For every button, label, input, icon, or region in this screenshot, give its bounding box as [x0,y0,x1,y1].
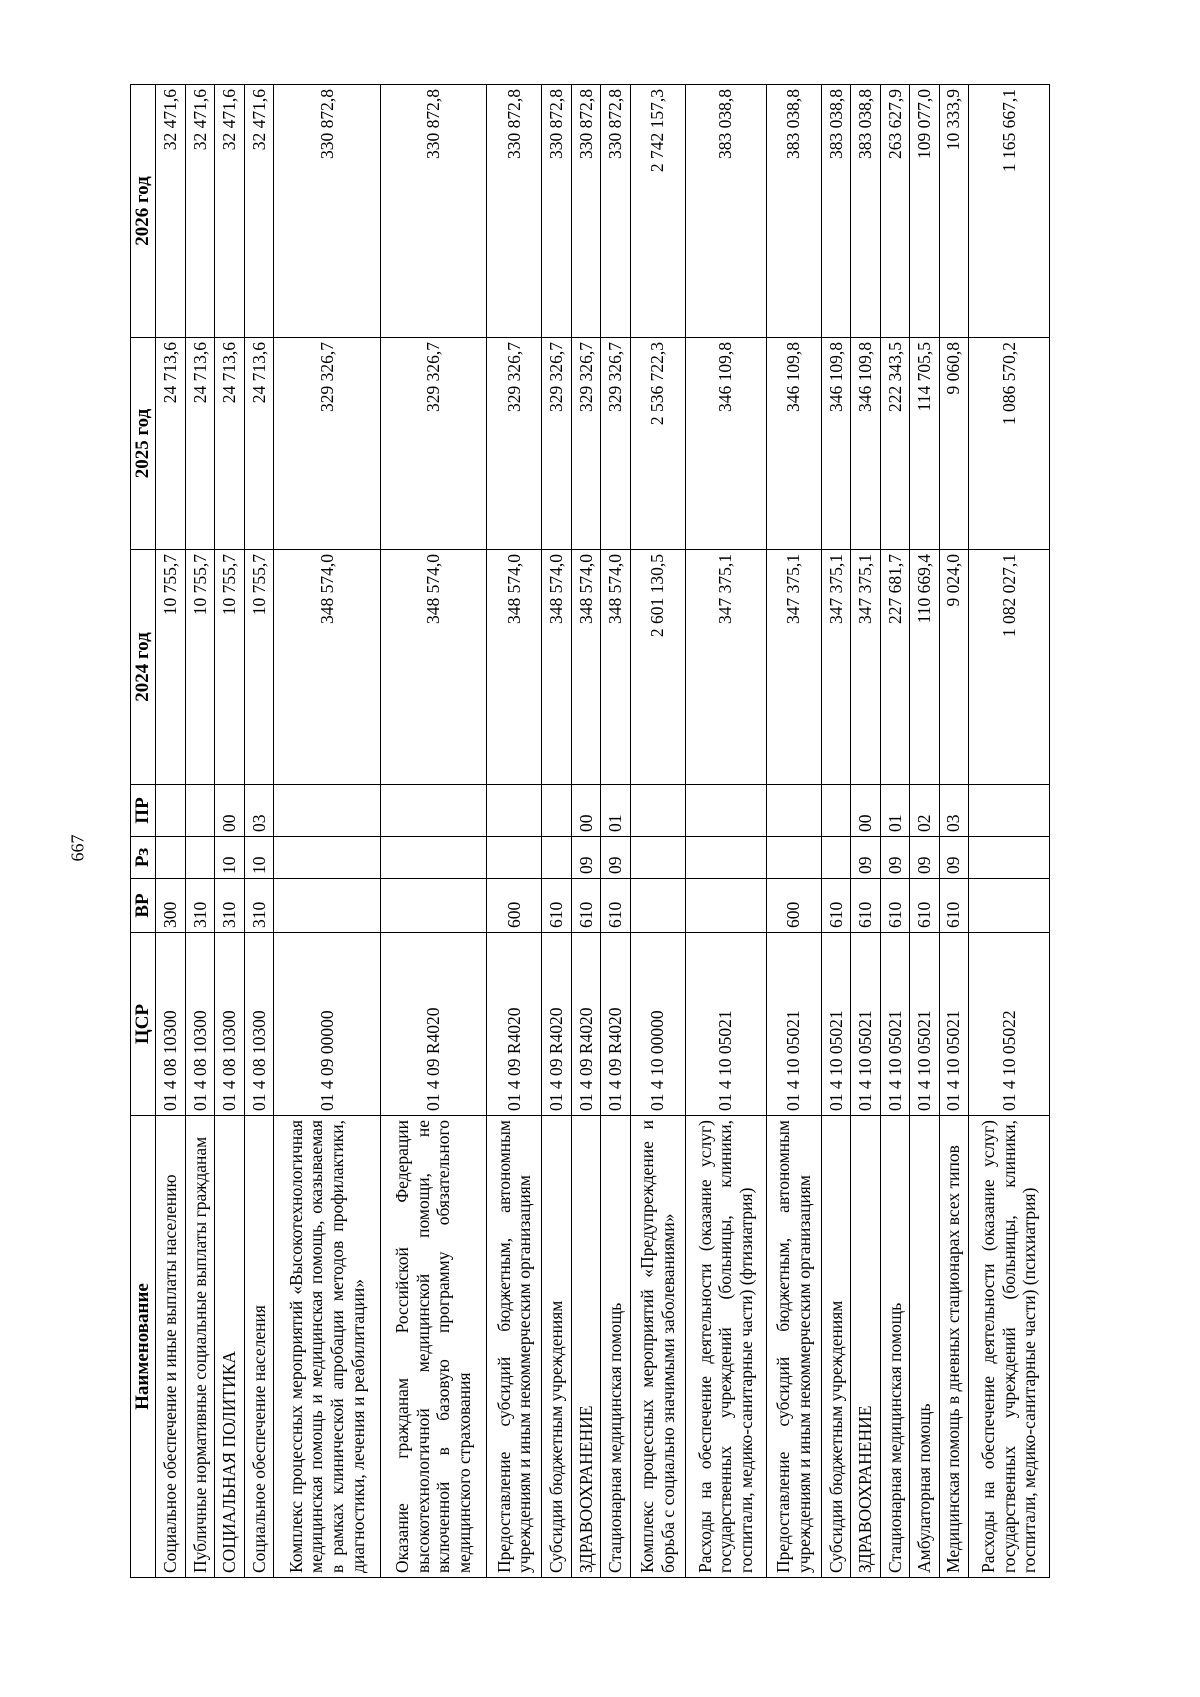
table-row [601,85,630,1578]
cell-csr: 01 4 09 R4020 [487,933,542,1116]
cell-pr: 02 [910,785,939,837]
cell-name: Комплекс процессных мероприятий «Высокотехнологичная медицинская помощь и медицинская помощь, оказываемая в рамках клинической апробации методов профилактики, диагностики, лечения и реабилитации» [274,1116,381,1578]
cell-rz [380,837,487,879]
cell-2024: 9 024,0 [939,550,968,785]
cell-csr: 01 4 10 05021 [910,933,939,1116]
cell-2024: 110 669,4 [910,550,939,785]
cell-2026: 330 872,8 [487,85,542,338]
cell-name: Стационарная медицинская помощь [880,1116,909,1578]
cell-2024: 348 574,0 [571,550,600,785]
header-csr: ЦСР [131,933,156,1116]
cell-rz: 10 [215,837,244,879]
cell-2026: 32 471,6 [215,85,244,338]
cell-2026: 383 038,8 [685,85,766,338]
cell-vr: 610 [571,879,600,933]
table-row [487,85,542,1578]
cell-2024: 347 375,1 [851,550,880,785]
cell-2024: 1 082 027,1 [969,550,1050,785]
cell-pr [156,785,185,837]
cell-vr: 610 [880,879,909,933]
cell-csr: 01 4 10 05021 [821,933,850,1116]
cell-csr: 01 4 08 10300 [215,933,244,1116]
cell-2024: 348 574,0 [542,550,571,785]
cell-2025: 114 705,5 [910,338,939,550]
cell-2024: 227 681,7 [880,550,909,785]
cell-2026: 32 471,6 [244,85,273,338]
cell-2026: 383 038,8 [766,85,821,338]
cell-2025: 346 109,8 [685,338,766,550]
table-row [766,85,821,1578]
cell-name: Медицинская помощь в дневных стационарах всех типов [939,1116,968,1578]
cell-vr: 610 [851,879,880,933]
cell-2025: 329 326,7 [487,338,542,550]
cell-vr [685,879,766,933]
cell-2024: 348 574,0 [487,550,542,785]
cell-pr [380,785,487,837]
cell-vr: 610 [939,879,968,933]
cell-pr [630,785,685,837]
table-row [880,85,909,1578]
cell-2025: 346 109,8 [851,338,880,550]
cell-name: Амбулаторная помощь [910,1116,939,1578]
cell-csr: 01 4 10 00000 [630,933,685,1116]
cell-rz [487,837,542,879]
cell-2025: 2 536 722,3 [630,338,685,550]
cell-rz: 09 [939,837,968,879]
cell-pr [766,785,821,837]
cell-csr: 01 4 10 05021 [939,933,968,1116]
cell-2025: 329 326,7 [542,338,571,550]
cell-2026: 383 038,8 [851,85,880,338]
cell-2025: 222 343,5 [880,338,909,550]
table-row [274,85,381,1578]
cell-pr [969,785,1050,837]
cell-pr: 00 [571,785,600,837]
cell-rz [185,837,214,879]
cell-vr: 610 [821,879,850,933]
cell-2024: 347 375,1 [766,550,821,785]
cell-name: Социальное обеспечение и иные выплаты населению [156,1116,185,1578]
cell-2024: 347 375,1 [821,550,850,785]
cell-2024: 348 574,0 [274,550,381,785]
header-pr: ПР [131,785,156,837]
cell-vr: 310 [215,879,244,933]
table-row [542,85,571,1578]
cell-csr: 01 4 09 R4020 [380,933,487,1116]
cell-2024: 10 755,7 [244,550,273,785]
cell-2025: 346 109,8 [821,338,850,550]
cell-2025: 24 713,6 [244,338,273,550]
header-2024: 2024 год [131,550,156,785]
cell-2026: 330 872,8 [571,85,600,338]
cell-2026: 10 333,9 [939,85,968,338]
cell-name: Публичные нормативные социальные выплаты гражданам [185,1116,214,1578]
cell-rz [156,837,185,879]
cell-pr: 03 [939,785,968,837]
cell-2024: 10 755,7 [215,550,244,785]
cell-csr: 01 4 10 05021 [851,933,880,1116]
rotated-table-container [130,85,1050,1578]
cell-vr: 610 [542,879,571,933]
cell-rz [685,837,766,879]
cell-pr [185,785,214,837]
table-row [910,85,939,1578]
cell-2025: 346 109,8 [766,338,821,550]
header-2026: 2026 год [131,85,156,338]
table-row [244,85,273,1578]
cell-csr: 01 4 09 R4020 [571,933,600,1116]
cell-2025: 24 713,6 [185,338,214,550]
cell-csr: 01 4 08 10300 [156,933,185,1116]
cell-2025: 24 713,6 [215,338,244,550]
table-row [185,85,214,1578]
header-vr: ВР [131,879,156,933]
cell-vr: 310 [244,879,273,933]
cell-name: ЗДРАВООХРАНЕНИЕ [571,1116,600,1578]
cell-pr [821,785,850,837]
cell-vr: 310 [185,879,214,933]
cell-csr: 01 4 10 05021 [685,933,766,1116]
cell-rz [969,837,1050,879]
cell-csr: 01 4 08 10300 [185,933,214,1116]
cell-2026: 32 471,6 [156,85,185,338]
table-row [630,85,685,1578]
table-row [215,85,244,1578]
cell-name: Расходы на обеспечение деятельности (оказание услуг) государственных учреждений (больницы, клиники, госпитали, медико-санитарные части) (психиатрия) [969,1116,1050,1578]
table-row [571,85,600,1578]
cell-2024: 348 574,0 [380,550,487,785]
cell-rz: 09 [601,837,630,879]
header-name: Наименование [131,1116,156,1578]
cell-2025: 329 326,7 [601,338,630,550]
cell-2025: 1 086 570,2 [969,338,1050,550]
cell-vr [630,879,685,933]
cell-pr [487,785,542,837]
cell-rz [766,837,821,879]
cell-2025: 24 713,6 [156,338,185,550]
cell-csr: 01 4 08 10300 [244,933,273,1116]
cell-name: СОЦИАЛЬНАЯ ПОЛИТИКА [215,1116,244,1578]
cell-vr [969,879,1050,933]
cell-2026: 263 627,9 [880,85,909,338]
cell-vr: 610 [910,879,939,933]
cell-pr: 00 [215,785,244,837]
cell-name: Расходы на обеспечение деятельности (оказание услуг) государственных учреждений (больницы, клиники, госпитали, медико-санитарные части) (фтизиатрия) [685,1116,766,1578]
page-number: 667 [67,834,88,862]
cell-2025: 9 060,8 [939,338,968,550]
cell-pr [274,785,381,837]
cell-pr: 01 [601,785,630,837]
cell-2025: 329 326,7 [380,338,487,550]
header-2025: 2025 год [131,338,156,550]
cell-rz: 09 [571,837,600,879]
cell-vr [380,879,487,933]
cell-2026: 383 038,8 [821,85,850,338]
cell-csr: 01 4 10 05021 [880,933,909,1116]
table-row [380,85,487,1578]
cell-name: Социальное обеспечение населения [244,1116,273,1578]
table-row [156,85,185,1578]
cell-csr: 01 4 09 R4020 [601,933,630,1116]
cell-2026: 330 872,8 [380,85,487,338]
cell-name: Субсидии бюджетным учреждениям [821,1116,850,1578]
cell-2026: 32 471,6 [185,85,214,338]
cell-2024: 348 574,0 [601,550,630,785]
table-row [685,85,766,1578]
cell-csr: 01 4 09 00000 [274,933,381,1116]
cell-name: Предоставление субсидий бюджетным, автономным учреждениям и иным некоммерческим организациям [487,1116,542,1578]
cell-rz: 09 [880,837,909,879]
cell-2024: 10 755,7 [156,550,185,785]
cell-rz [542,837,571,879]
cell-rz [274,837,381,879]
cell-pr: 01 [880,785,909,837]
table-row [969,85,1050,1578]
cell-rz [630,837,685,879]
cell-name: ЗДРАВООХРАНЕНИЕ [851,1116,880,1578]
cell-pr [685,785,766,837]
table-header-row [131,85,156,1578]
cell-2026: 330 872,8 [601,85,630,338]
cell-2026: 2 742 157,3 [630,85,685,338]
cell-2024: 2 601 130,5 [630,550,685,785]
cell-pr [542,785,571,837]
cell-vr: 610 [601,879,630,933]
cell-csr: 01 4 10 05021 [766,933,821,1116]
cell-2026: 1 165 667,1 [969,85,1050,338]
cell-rz: 10 [244,837,273,879]
cell-rz [821,837,850,879]
cell-name: Стационарная медицинская помощь [601,1116,630,1578]
cell-csr: 01 4 10 05022 [969,933,1050,1116]
cell-2024: 10 755,7 [185,550,214,785]
cell-name: Предоставление субсидий бюджетным, автономным учреждениям и иным некоммерческим организациям [766,1116,821,1578]
table-row [939,85,968,1578]
cell-vr: 600 [766,879,821,933]
cell-2026: 109 077,0 [910,85,939,338]
cell-name: Комплекс процессных мероприятий «Предупреждение и борьба с социально значимыми заболеваниями» [630,1116,685,1578]
budget-table [130,84,1050,1578]
cell-vr [274,879,381,933]
header-rz: Рз [131,837,156,879]
cell-rz: 09 [910,837,939,879]
table-row [821,85,850,1578]
cell-pr: 03 [244,785,273,837]
table-row [851,85,880,1578]
cell-2025: 329 326,7 [571,338,600,550]
cell-vr: 300 [156,879,185,933]
cell-csr: 01 4 09 R4020 [542,933,571,1116]
cell-2026: 330 872,8 [542,85,571,338]
cell-2025: 329 326,7 [274,338,381,550]
cell-2024: 347 375,1 [685,550,766,785]
cell-name: Оказание гражданам Российской Федерации высокотехнологичной медицинской помощи, не включенной в базовую программу обязательного медицинского страхования [380,1116,487,1578]
cell-rz: 09 [851,837,880,879]
cell-2026: 330 872,8 [274,85,381,338]
cell-pr: 00 [851,785,880,837]
cell-name: Субсидии бюджетным учреждениям [542,1116,571,1578]
cell-vr: 600 [487,879,542,933]
